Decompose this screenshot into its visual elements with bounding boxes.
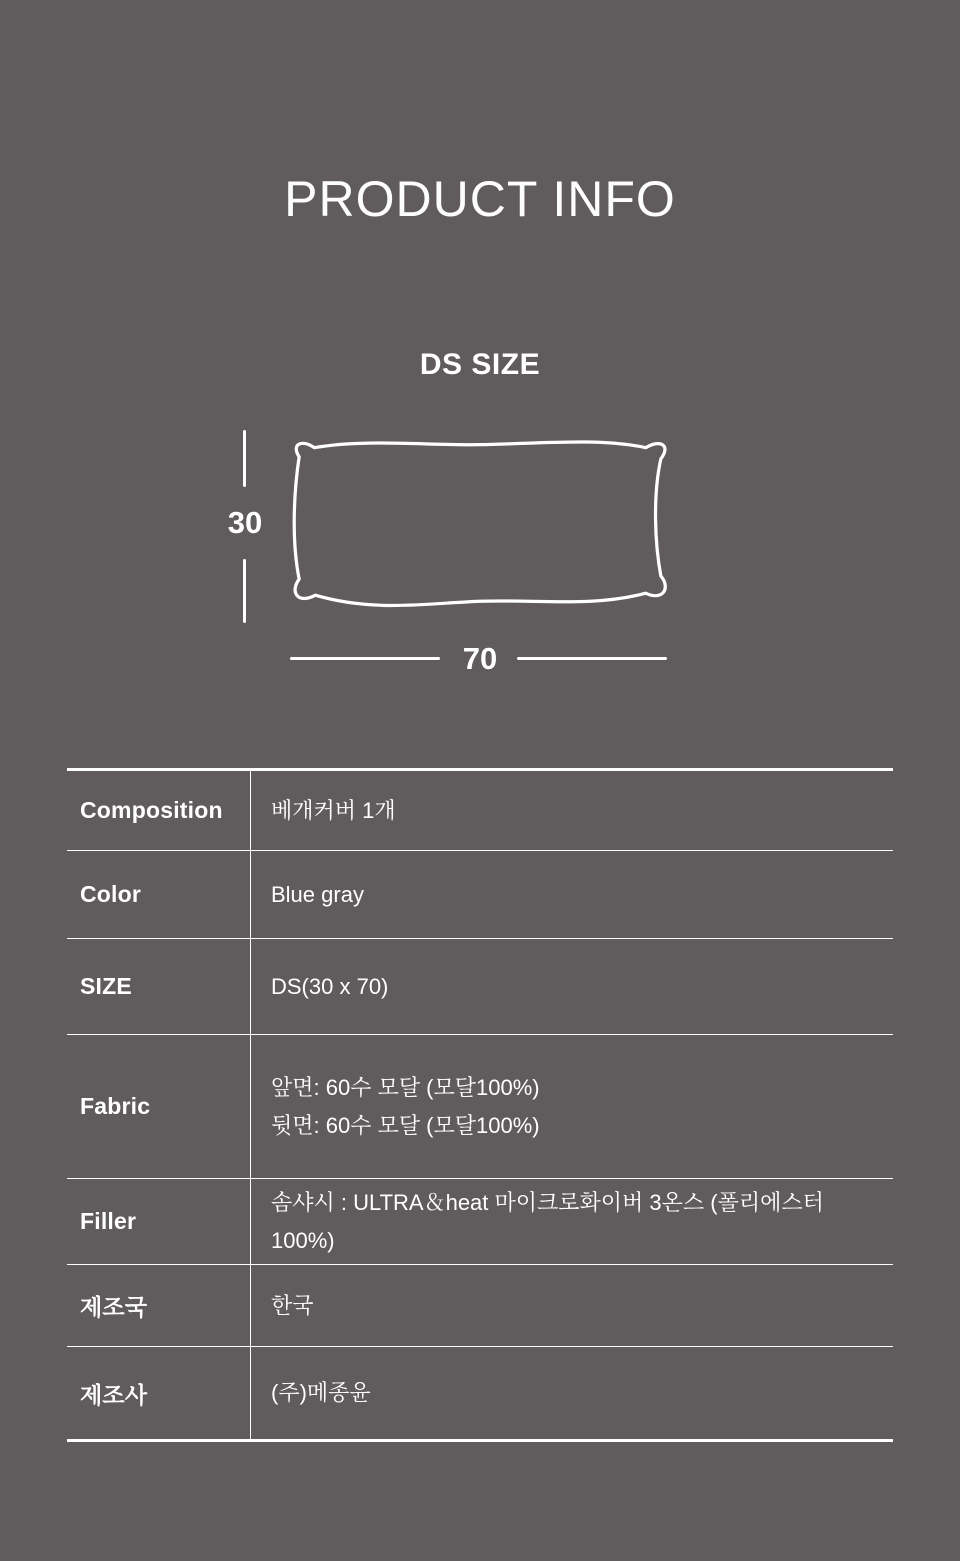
table-row-manufacturer — [67, 1347, 893, 1439]
row-label: 제조국 — [67, 1265, 251, 1346]
width-dimension-line-left — [290, 657, 440, 660]
spec-table — [67, 768, 893, 1442]
height-dimension-label: 30 — [227, 505, 263, 540]
table-row-size — [67, 939, 893, 1035]
table-row-color — [67, 851, 893, 939]
width-dimension-line-right — [517, 657, 667, 660]
table-row-country — [67, 1265, 893, 1347]
row-label: Fabric — [67, 1035, 251, 1178]
row-label: SIZE — [67, 939, 251, 1034]
row-label: Color — [67, 851, 251, 938]
row-value: 솜샤시 : ULTRA＆heat 마이크로화이버 3온스 (폴리에스터 100%) — [271, 1189, 824, 1253]
table-row-composition — [67, 771, 893, 851]
row-label: 제조사 — [67, 1347, 251, 1439]
row-label: Composition — [67, 771, 251, 850]
row-value — [251, 1035, 893, 1178]
height-dimension-line-top — [243, 430, 246, 487]
height-dimension-line-bottom — [243, 559, 246, 623]
table-row-fabric — [67, 1035, 893, 1179]
row-label: Filler — [67, 1179, 251, 1264]
row-value: DS(30 x 70) — [271, 973, 389, 999]
pillow-outline-illustration — [285, 436, 675, 615]
row-value: 한국 — [271, 1292, 314, 1318]
fabric-front-line: 앞면: 60수 모달 (모달100%) — [271, 1074, 540, 1100]
page-title: PRODUCT INFO — [284, 171, 676, 227]
row-value: (주)메종윤 — [271, 1380, 371, 1405]
diagram-title: DS SIZE — [419, 348, 541, 381]
fabric-back-line: 뒷면: 60수 모달 (모달100%) — [271, 1112, 540, 1138]
width-dimension-label: 70 — [462, 641, 498, 676]
row-value: 베개커버 1개 — [271, 797, 396, 823]
table-row-filler — [67, 1179, 893, 1265]
row-value: Blue gray — [271, 881, 364, 907]
